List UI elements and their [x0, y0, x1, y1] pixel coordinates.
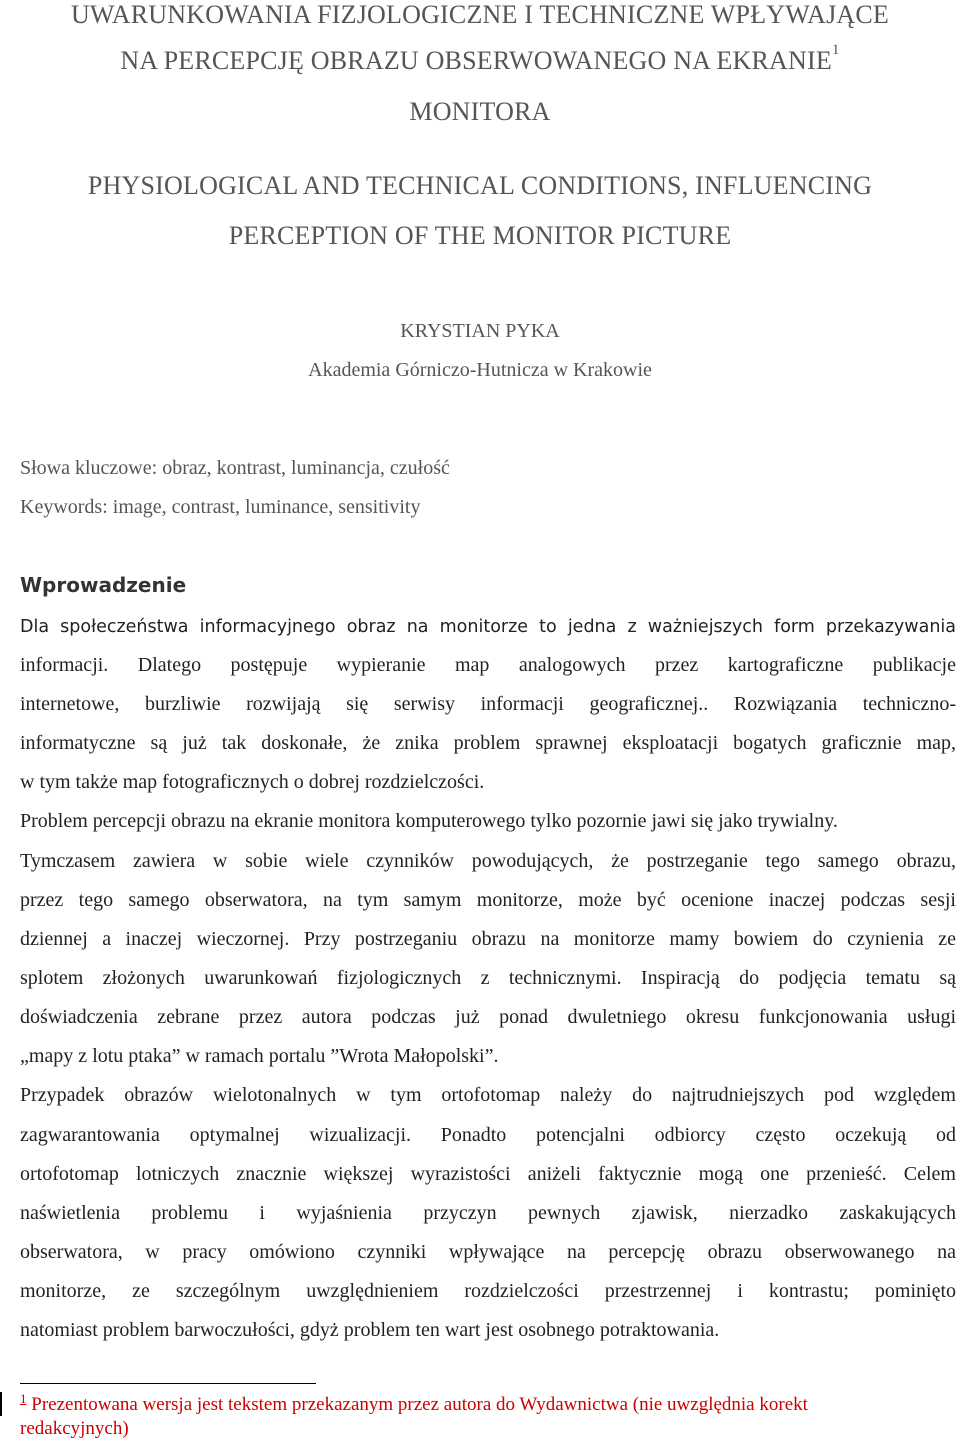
body-line: naświetlenia problemu i wyjaśnienia przyczyn pewnych zjawisk, nierzadko zaskakujących: [20, 1202, 956, 1224]
body-line: w tym także map fotograficznych o dobrej rozdzielczości.: [20, 771, 485, 793]
footnote-separator: [20, 1383, 316, 1384]
body-line: doświadczenia zebrane przez autora podczas już ponad dwuletniego okresu funkcjonowania usługi: [20, 1006, 956, 1028]
body-line: ortofotomap lotniczych znacznie większej wyrazistości aniżeli faktycznie mogą one przenieść. Celem: [20, 1163, 956, 1185]
body-line: informatyczne są już tak doskonałe, że znika problem sprawnej eksploatacji bogatych graficznie map,: [20, 732, 956, 754]
body-line: przez tego samego obserwatora, na tym samym monitorze, może być ocenione inaczej podczas sesji: [20, 889, 956, 911]
title-pl-line2-text: NA PERCEPCJĘ OBRAZU OBSERWOWANEGO NA EKRANIE: [120, 46, 832, 75]
keywords-en: Keywords: image, contrast, luminance, sensitivity: [20, 496, 421, 518]
author-name: KRYSTIAN PYKA: [400, 320, 560, 342]
footnote-line2: redakcyjnych): [20, 1418, 129, 1439]
author-affiliation: Akademia Górniczo-Hutnicza w Krakowie: [308, 359, 652, 381]
body-line: natomiast problem barwoczułości, gdyż problem ten wart jest osobnego potraktowania.: [20, 1319, 720, 1341]
body-line: zagwarantowania optymalnej wizualizacji. Ponadto potencjalni odbiorcy często oczekują od: [20, 1124, 956, 1146]
footnote-number[interactable]: 1: [20, 1391, 27, 1406]
title-pl-line2: [0, 42, 960, 76]
body-line: monitorze, ze szczególnym uwzględnieniem rozdzielczości przestrzennej i kontrastu; pominięto: [20, 1280, 956, 1302]
title-en-line2: PERCEPTION OF THE MONITOR PICTURE: [228, 221, 732, 250]
footnote-ref[interactable]: 1: [831, 42, 840, 58]
title-en-line1: PHYSIOLOGICAL AND TECHNICAL CONDITIONS, INFLUENCING: [87, 171, 873, 200]
footnote-line1: [20, 1391, 808, 1416]
body-line: dziennej a inaczej wieczornej. Przy postrzeganiu obrazu na monitorze mamy bowiem do czynienia ze: [20, 928, 956, 950]
body-line: „mapy z lotu ptaka” w ramach portalu ”Wrota Małopolski”.: [20, 1045, 499, 1067]
body-line: Tymczasem zawiera w sobie wiele czynników powodujących, że postrzeganie tego samego obrazu,: [20, 850, 956, 872]
revision-marker: [0, 1392, 2, 1416]
body-line: Problem percepcji obrazu na ekranie monitora komputerowego tylko pozornie jawi się jako trywialny.: [20, 810, 838, 832]
title-pl-line3: MONITORA: [409, 97, 551, 126]
body-line: internetowe, burzliwie rozwijają się serwisy informacji geograficznej.. Rozwiązania techniczno-: [20, 693, 956, 715]
body-line: informacji. Dlatego postępuje wypieranie map analogowych przez kartograficzne publikacje: [20, 654, 956, 676]
body-line: splotem złożonych uwarunkowań fizjologicznych z technicznymi. Inspiracją do podjęcia tematu są: [20, 967, 956, 989]
section-heading: Wprowadzenie: [20, 573, 187, 597]
footnote-text: Prezentowana wersja jest tekstem przekazanym przez autora do Wydawnictwa (nie uwzględnia korekt: [31, 1394, 808, 1415]
keywords-pl: Słowa kluczowe: obraz, kontrast, luminancja, czułość: [20, 457, 450, 479]
body-line: Przypadek obrazów wielotonalnych w tym ortofotomap należy do najtrudniejszych pod względem: [20, 1084, 956, 1106]
body-line: obserwatora, w pracy omówiono czynniki wpływające na percepcję obrazu obserwowanego na: [20, 1241, 956, 1263]
body-line: Dla społeczeństwa informacyjnego obraz na monitorze to jedna z ważniejszych form przekazywania: [20, 617, 956, 637]
title-pl-line1: UWARUNKOWANIA FIZJOLOGICZNE I TECHNICZNE WPŁYWAJĄCE: [70, 0, 890, 29]
